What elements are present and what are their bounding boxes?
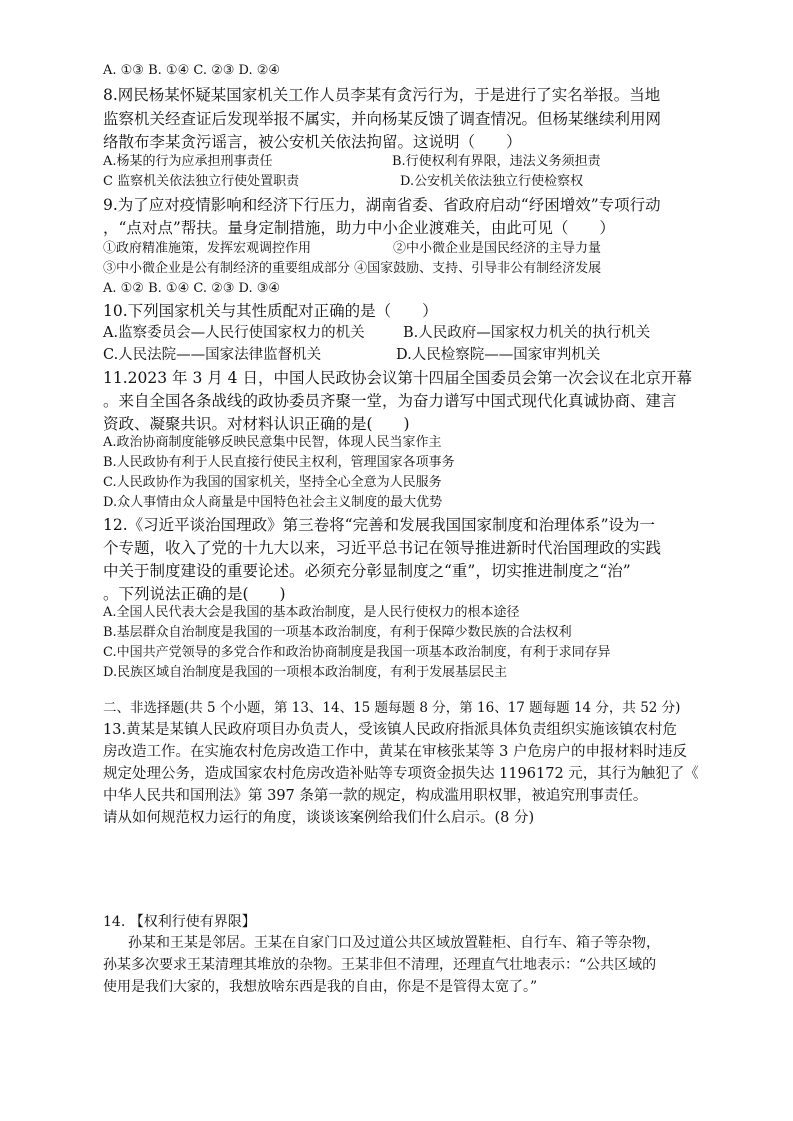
q9-stem-line-2: ，“点对点”帮扶。量身定制措施，助力中小企业渡难关，由此可见（ ） xyxy=(103,219,615,237)
q14-material-line-2: 孙某多次要求王某清理其堆放的杂物。王某非但不清理，还理直气壮地表示：“公共区域的 xyxy=(103,957,657,973)
q11-option-a: A.政治协商制度能够反映民意集中民智，体现人民当家作主 xyxy=(103,435,442,450)
q10-option-d: D.人民检察院——国家审判机关 xyxy=(396,347,601,363)
q14-material-line-1: 孙某和王某是邻居。王某在自家门口及过道公共区域放置鞋柜、自行车、箱子等杂物， xyxy=(128,935,660,951)
q8-stem-line-1: 8.网民杨某怀疑某国家机关工作人员李某有贪污行为，于是进行了实名举报。当地 xyxy=(103,86,661,104)
q9-statements-3-4: ③中小微企业是公有制经济的重要组成部分 ④国家鼓励、支持、引导非公有制经济发展 xyxy=(103,261,602,276)
q12-stem-line-2: 个专题，收入了党的十九大以来，习近平总书记在领导推进新时代治国理政的实践 xyxy=(103,539,662,557)
q8-option-b: B.行使权利有界限，违法义务须担责 xyxy=(392,154,601,169)
q11-stem-line-2: 。来自全国各条战线的政协委员齐聚一堂，为奋力谱写中国式现代化真诚协商、建言 xyxy=(103,392,677,410)
q12-stem-line-1: 12.《习近平谈治国理政》第三卷将“完善和发展我国国家制度和治理体系”设为一 xyxy=(103,516,656,534)
q9-stem-line-1: 9.为了应对疫情影响和经济下行压力，湖南省委、省政府启动“纾困增效”专项行动 xyxy=(103,196,661,214)
q9-options: A. ①② B. ①④ C. ②③ D. ③④ xyxy=(103,281,281,296)
q10-option-c: C.人民法院——国家法律监督机关 xyxy=(103,347,322,363)
q8-stem-line-2: 监察机关经查证后发现举报不属实，并向杨某反馈了调查情况。但杨某继续利用网 xyxy=(103,110,662,128)
q13-line-2: 房改造工作。在实施农村危房改造工作中，黄某在审核张某等 3 户危房户的申报材料时违反 xyxy=(103,744,687,760)
q9-statement-1: ①政府精准施策，发挥宏观调控作用 xyxy=(103,241,312,256)
q8-stem-line-3: 络散布李某贪污谣言，被公安机关依法拘留。这说明（ ） xyxy=(103,133,522,151)
q11-option-c: C.人民政协作为我国的国家机关，坚持全心全意为人民服务 xyxy=(103,475,442,490)
q11-option-b: B.人民政协有利于人民直接行使民主权利，管理国家各项事务 xyxy=(103,455,455,470)
q8-option-c: C 监察机关依法独立行使处置职责 xyxy=(103,174,300,189)
q9-statement-2: ②中小微企业是国民经济的主导力量 xyxy=(393,241,602,256)
q12-option-b: B.基层群众自治制度是我国的一项基本政治制度，有利于保障少数民族的合法权利 xyxy=(103,625,572,640)
q10-option-a: A.监察委员会—人民行使国家权力的机关 xyxy=(103,325,365,341)
q12-stem-line-4: 。下列说法正确的是( ) xyxy=(103,585,286,603)
section-2-heading: 二、非选择题(共 5 个小题，第 13、14、15 题每题 8 分，第 16、17 题每题 14 分，共 52 分) xyxy=(103,700,681,716)
q14-title: 14. 【权利行使有界限】 xyxy=(103,914,256,930)
q10-stem: 10.下列国家机关与其性质配对正确的是（ ） xyxy=(103,302,438,320)
q13-question: 请从如何规范权力运行的角度，谈谈该案例给我们什么启示。(8 分) xyxy=(103,810,535,826)
q13-line-1: 13.黄某是某镇人民政府项目办负责人，受该镇人民政府指派具体负责组织实施该镇农村危 xyxy=(103,722,678,738)
q12-option-d: D.民族区域自治制度是我国的一项根本政治制度，有利于发展基层民主 xyxy=(103,665,508,680)
q8-option-a: A.杨某的行为应承担刑事责任 xyxy=(103,154,273,169)
q12-option-c: C.中国共产党领导的多党合作和政治协商制度是我国一项基本政治制度，有利于求同存异 xyxy=(103,645,611,660)
q12-stem-line-3: 中关于制度建设的重要论述。必须充分彰显制度之“重”，切实推进制度之“治” xyxy=(103,562,631,580)
q11-stem-line-3: 资政、凝聚共识。对材料认识正确的是( ) xyxy=(103,415,410,433)
q8-option-d: D.公安机关依法独立行使检察权 xyxy=(400,174,584,189)
q12-option-a: A.全国人民代表大会是我国的基本政治制度，是人民行使权力的根本途径 xyxy=(103,605,520,620)
q11-stem-line-1: 11.2023 年 3 月 4 日，中国人民政协会议第十四届全国委员会第一次会议在北京开幕 xyxy=(103,369,692,387)
q10-option-b: B.人民政府—国家权力机关的执行机关 xyxy=(403,325,651,341)
q13-line-4: 中华人民共和国刑法》第 397 条第一款的规定，构成滥用职权罪，被追究刑事责任。 xyxy=(103,788,648,804)
q14-material-line-3: 使用是我们大家的，我想放啥东西是我的自由，你是不是管得太宽了。” xyxy=(103,979,538,995)
q7-options: A. ①③ B. ①④ C. ②③ D. ②④ xyxy=(103,63,281,78)
q13-line-3: 规定处理公务，造成国家农村危房改造补贴等专项资金损失达 1196172 元，其行为触犯了《 xyxy=(103,766,699,782)
q11-option-d: D.众人事情由众人商量是中国特色社会主义制度的最大优势 xyxy=(103,495,443,510)
